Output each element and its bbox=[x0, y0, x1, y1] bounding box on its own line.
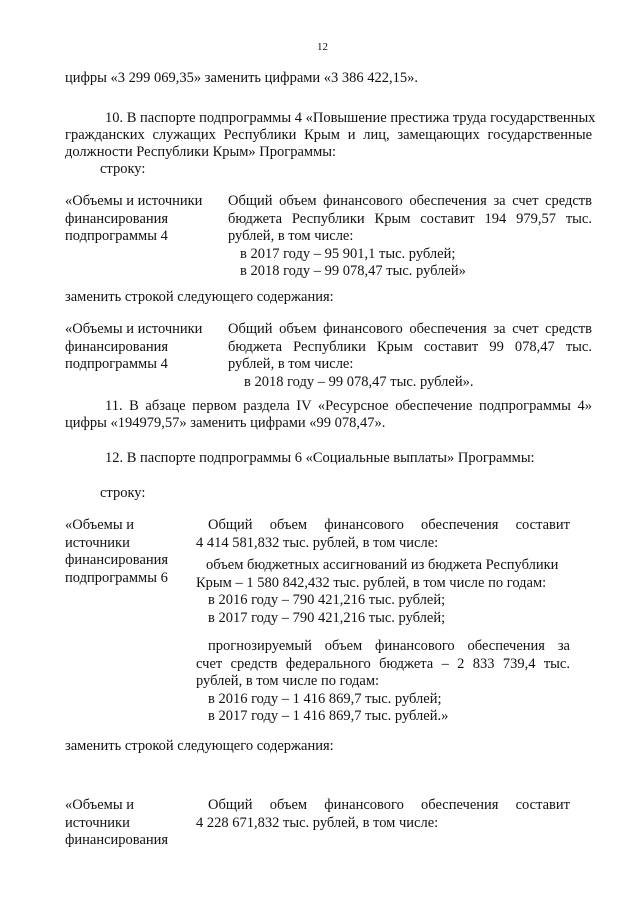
paragraph-10-line: гражданских служащих Республики Крым и лиц, замещающих государственные bbox=[65, 127, 592, 143]
table-value-new-6: Общий объем финансового обеспечения составит 4 228 671,832 тыс. рублей, в том числе: bbox=[196, 797, 570, 831]
text-line: цифры «3 299 069,35» заменить цифрами «3 386 422,15». bbox=[65, 70, 419, 86]
stroku-label: строку: bbox=[100, 161, 146, 177]
table-value-old-4: Общий объем финансового обеспечения за счет средств бюджета Республики Крым составит 194 979,57 тыс. рублей, в том числе: в 2017 году – 95 901,1 тыс. рублей; в 2018 году – 99 078,47 тыс. рублей» bbox=[228, 193, 592, 279]
replace-line: заменить строкой следующего содержания: bbox=[65, 738, 334, 754]
stroku-label: строку: bbox=[100, 485, 146, 501]
replace-line: заменить строкой следующего содержания: bbox=[65, 289, 334, 305]
table-label-old-6: «Объемы и источники финансирования подпрограммы 6 bbox=[65, 517, 169, 586]
table-value-new-4: Общий объем финансового обеспечения за счет средств бюджета Республики Крым составит 99 078,47 тыс. рублей, в том числе: в 2018 году – 99 078,47 тыс. рублей». bbox=[228, 321, 592, 390]
paragraph-10-line: должности Республики Крым» Программы: bbox=[65, 144, 337, 160]
paragraph-11-line: 11. В абзаце первом раздела IV «Ресурсное обеспечение подпрограммы 4» bbox=[105, 398, 592, 414]
paragraph-12-line: 12. В паспорте подпрограммы 6 «Социальные выплаты» Программы: bbox=[105, 450, 535, 466]
table-value-old-6: Общий объем финансового обеспечения составит 4 414 581,832 тыс. рублей, в том числе: объем бюджетных ассигнований из бюджета Республики Крым – 1 580 842,432 тыс. рублей, в том числе по годам: в 2016 году – 790 421,216 тыс. рублей; в 2017 году – 790 421,216 тыс. рублей; прогнозируемый объем финансового обеспечения за счет средств федерального бюджета – 2 833 739,4 тыс. рублей, в том числе по годам: в 2016 году – 1 416 869,7 тыс. рублей; в 2017 году – 1 416 869,7 тыс. рублей.» bbox=[196, 517, 570, 724]
paragraph-11-line: цифры «194979,57» заменить цифрами «99 078,47». bbox=[65, 415, 386, 431]
table-label-old-4: «Объемы и источники финансирования подпрограммы 4 bbox=[65, 193, 203, 244]
paragraph-10-line: 10. В паспорте подпрограммы 4 «Повышение престижа труда государственных bbox=[105, 110, 596, 126]
table-label-new-6: «Объемы и источники финансирования bbox=[65, 797, 169, 848]
table-label-new-4: «Объемы и источники финансирования подпрограммы 4 bbox=[65, 321, 203, 372]
page-number: 12 bbox=[317, 41, 328, 53]
